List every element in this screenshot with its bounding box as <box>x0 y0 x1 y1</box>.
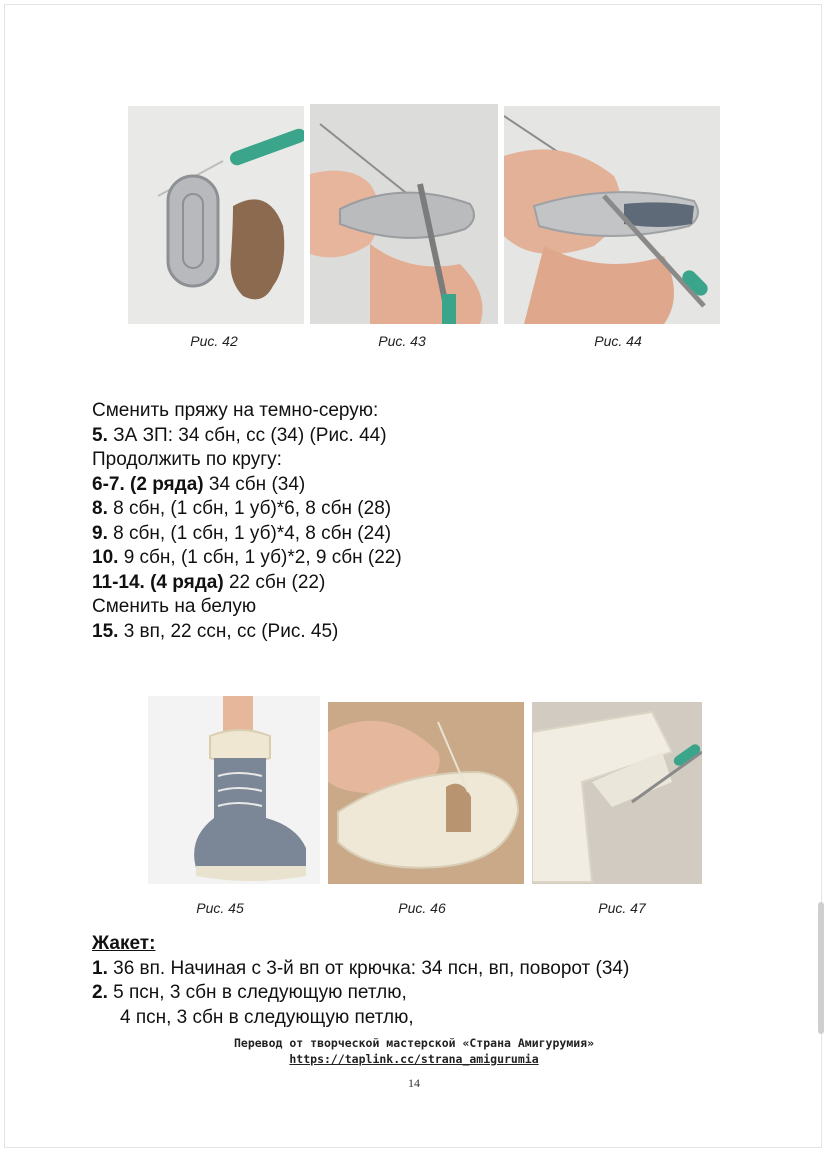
photo-fig-43 <box>310 104 498 324</box>
photo-fig-42 <box>128 106 304 324</box>
jacket-section <box>92 932 629 1030</box>
jacket-line <box>92 1006 629 1031</box>
pattern-line <box>92 399 402 424</box>
pattern-line <box>92 424 402 449</box>
row-text: 8 сбн, (1 сбн, 1 уб)*6, 8 сбн (28) <box>107 498 392 519</box>
pattern-line <box>92 497 402 522</box>
photo-fig-45 <box>148 696 320 884</box>
row-number: 5. <box>92 424 108 446</box>
pattern-text <box>92 399 402 644</box>
jacket-line <box>92 932 629 957</box>
photo-fig-46 <box>328 702 524 884</box>
caption-fig-46: Рис. 46 <box>398 900 446 916</box>
row-text: 9 сбн, (1 сбн, 1 уб)*2, 9 сбн (22) <box>118 547 402 568</box>
row-number: 11-14. (4 ряда) <box>92 571 224 593</box>
jacket-line <box>92 981 629 1006</box>
row-text: 22 сбн (22) <box>223 571 326 593</box>
row-number: 2. <box>92 982 108 1003</box>
pattern-line <box>92 620 402 645</box>
caption-fig-42: Рис. 42 <box>190 333 238 349</box>
row-text: 8 сбн, (1 сбн, 1 уб)*4, 8 сбн (24) <box>107 522 392 544</box>
row-number: 9. <box>92 522 108 544</box>
row-number: 6-7. (2 ряда) <box>92 473 204 495</box>
row-number: 10. <box>92 547 119 568</box>
row-text: 5 псн, 3 сбн в следующую петлю, <box>107 982 407 1003</box>
pattern-line <box>92 448 402 473</box>
caption-fig-44: Рис. 44 <box>594 333 642 349</box>
jacket-line <box>92 957 629 982</box>
pattern-line <box>92 522 402 547</box>
pattern-line <box>92 595 402 620</box>
instruction-text: Сменить на белую <box>92 596 257 617</box>
scrollbar[interactable] <box>818 902 824 1034</box>
row-text: 36 вп. Начиная с 3-й вп от крючка: 34 псн, вп, поворот (34) <box>107 957 630 979</box>
page-number: 14 <box>408 1076 420 1090</box>
pattern-line <box>92 571 402 596</box>
row-number: 15. <box>92 620 119 642</box>
row-text: 4 псн, 3 сбн в следующую петлю, <box>120 1006 414 1028</box>
instruction-text: Сменить пряжу на темно-серую: <box>92 400 379 421</box>
photo-fig-44 <box>504 106 720 324</box>
pattern-line <box>92 473 402 498</box>
caption-fig-47: Рис. 47 <box>598 900 646 916</box>
row-text: 34 сбн (34) <box>203 473 306 495</box>
row-number: 8. <box>92 498 108 519</box>
caption-fig-43: Рис. 43 <box>378 333 426 349</box>
row-text: ЗА ЗП: 34 сбн, сс (34) (Рис. 44) <box>107 424 387 446</box>
row-text: 3 вп, 22 ссн, сс (Рис. 45) <box>118 620 339 642</box>
footer-credit: Перевод от творческой мастерской «Страна Амигурумия» <box>233 1036 595 1050</box>
photo-fig-47 <box>532 702 702 884</box>
pattern-line <box>92 546 402 571</box>
row-number: 1. <box>92 957 108 979</box>
caption-fig-45: Рис. 45 <box>196 900 244 916</box>
instruction-text: Продолжить по кругу: <box>92 449 282 470</box>
footer-link[interactable]: https://taplink.cc/strana_amigurumia <box>289 1052 539 1066</box>
section-heading: Жакет: <box>92 933 156 954</box>
